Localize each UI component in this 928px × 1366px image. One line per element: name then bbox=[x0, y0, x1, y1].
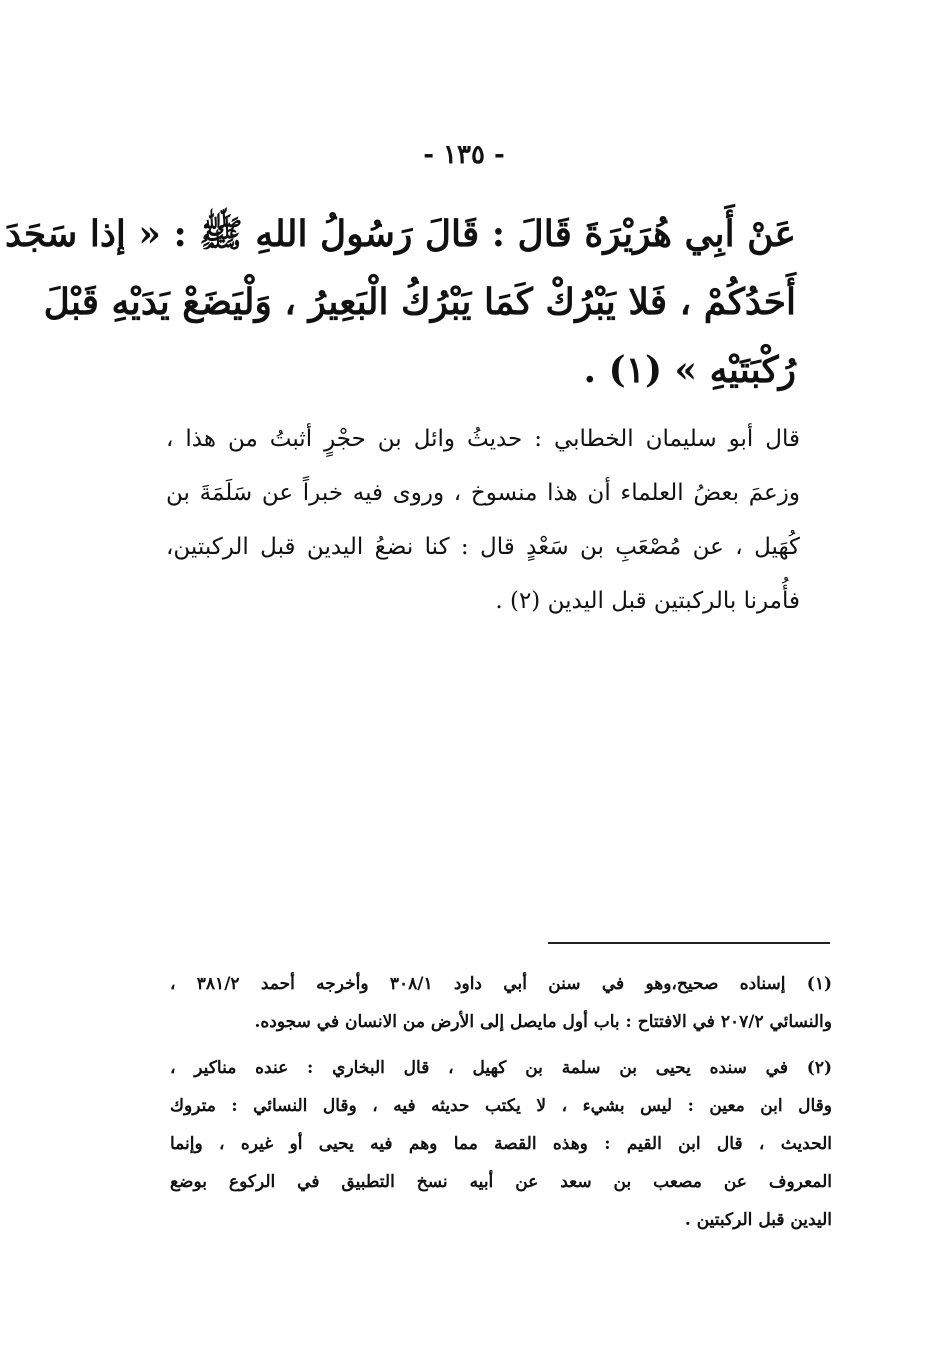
footnotes bbox=[170, 965, 832, 1247]
commentary-line: قال أبو سليمان الخطابي : حديثُ وائل بن حجْرٍ أثبتُ من هذا ، bbox=[166, 426, 800, 452]
page-number: - ١٣٥ - bbox=[423, 140, 505, 170]
hadith-line: عَنْ أَبِي هُرَيْرَةَ قَالَ : قَالَ رَسُولُ اللهِ ﷺ : « إذا سَجَدَ bbox=[5, 213, 796, 255]
footnote-1 bbox=[170, 965, 832, 1041]
commentary-line: كُهَيل ، عن مُصْعَبِ بن سَعْدٍ قال : كنا نضعُ اليدين قبل الركبتين، bbox=[166, 534, 800, 560]
commentary-line: فأُمرنا بالركبتين قبل اليدين (٢) . bbox=[495, 588, 800, 614]
footnote-line: الحديث ، قال ابن القيم : وهذه القصة مما وهم فيه يحيى أو غيره ، وإنما bbox=[170, 1134, 832, 1154]
footnote-divider bbox=[548, 942, 830, 944]
footnote-2 bbox=[170, 1049, 832, 1239]
footnote-line: اليدين قبل الركبتين . bbox=[684, 1210, 832, 1230]
footnote-line: (٢) في سنده يحيى بن سلمة بن كهيل ، قال البخاري : عنده مناكير ، bbox=[170, 1058, 832, 1078]
footnote-line: المعروف عن مصعب بن سعد عن أبيه نسخ التطبيق في الركوع بوضع bbox=[170, 1172, 832, 1192]
commentary-paragraph bbox=[166, 412, 800, 628]
footnote-line: والنسائي ٢٠٧/٢ في الافتتاح : باب أول مايصل إلى الأرض من الانسان في سجوده. bbox=[254, 1012, 832, 1032]
hadith-text bbox=[5, 200, 796, 404]
commentary-line: وزعمَ بعضُ العلماء أن هذا منسوخ ، وروى فيه خبراً عن سَلَمَةَ بن bbox=[166, 480, 800, 506]
hadith-line: أَحَدُكُمْ ، فَلا يَبْرُكْ كَمَا يَبْرُكُ الْبَعِيرُ ، وَلْيَضَعْ يَدَيْهِ قَبْلَ bbox=[43, 281, 796, 323]
footnote-line: وقال ابن معين : ليس بشيء ، لا يكتب حديثه فيه ، وقال النسائي : متروك bbox=[170, 1096, 832, 1116]
footnote-line: (١) إسناده صحيح،وهو في سنن أبي داود ٣٠٨/١ وأخرجه أحمد ٣٨١/٢ ، bbox=[170, 974, 832, 994]
hadith-line: رُكْبَتَيْهِ » (١) . bbox=[583, 349, 796, 391]
